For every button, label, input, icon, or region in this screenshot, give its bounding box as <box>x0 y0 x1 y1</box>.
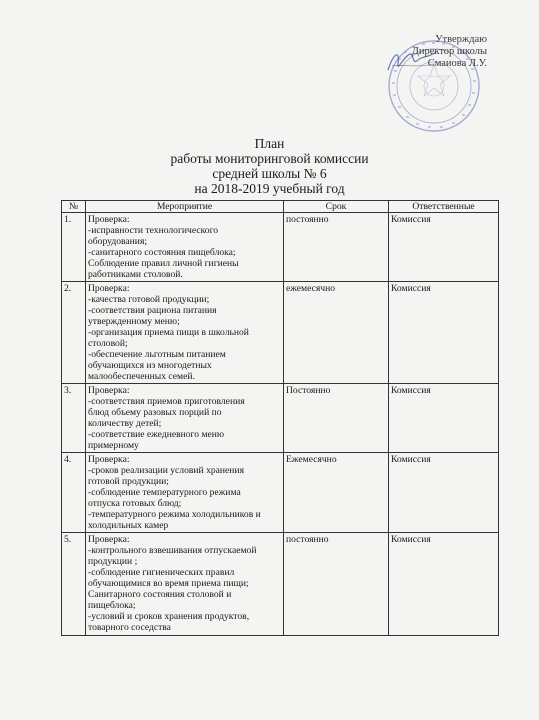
event-line: блюд объему разовых порций по <box>88 407 222 418</box>
table-row <box>62 533 499 636</box>
plan-table <box>61 200 499 636</box>
event-line: -соблюдение температурного режима <box>88 487 241 498</box>
event-line: Проверка: <box>88 283 130 294</box>
title-line: План <box>254 136 285 151</box>
table-header-row <box>62 201 499 213</box>
row-event <box>86 213 284 282</box>
event-line: Санитарного состояния столовой и <box>88 589 232 600</box>
row-responsible: Комиссия <box>389 453 499 533</box>
event-line: оборудования; <box>88 236 148 247</box>
event-line: -соблюдение гигиенических правил <box>88 567 235 578</box>
row-responsible: Комиссия <box>389 213 499 282</box>
event-line: малообеспеченных семей. <box>88 371 195 382</box>
row-event <box>86 533 284 636</box>
event-line: Проверка: <box>88 385 130 396</box>
row-responsible: Комиссия <box>389 282 499 384</box>
table-row <box>62 453 499 533</box>
header-event: Мероприятие <box>86 201 284 213</box>
title-line: работы мониторинговой комиссии <box>170 151 369 166</box>
event-line: Проверка: <box>88 534 130 545</box>
row-event <box>86 453 284 533</box>
row-number: 3. <box>62 384 86 453</box>
event-line: пищеблока; <box>88 600 136 611</box>
event-line: работниками столовой. <box>88 269 183 280</box>
row-event <box>86 282 284 384</box>
header-number: № <box>62 201 86 213</box>
event-line: утвержденному меню; <box>88 316 180 327</box>
document-title <box>0 136 539 196</box>
event-line: количеству детей; <box>88 418 162 429</box>
event-line: товарного соседства <box>88 622 171 633</box>
event-line: -обеспечение льготным питанием <box>88 349 226 360</box>
table-row <box>62 213 499 282</box>
event-line: обучающихся из многодетных <box>88 360 212 371</box>
title-line: средней школы № 6 <box>212 166 327 181</box>
event-line: -условий и сроков хранения продуктов, <box>88 611 250 622</box>
row-term: Ежемесячно <box>284 453 389 533</box>
event-line: -соответствия приемов приготовления <box>88 396 245 407</box>
header-responsible: Ответственные <box>389 201 499 213</box>
row-number: 2. <box>62 282 86 384</box>
event-line: -контрольного взвешивания отпускаемой <box>88 545 257 556</box>
event-line: примерному <box>88 440 139 451</box>
event-line: -температурного режима холодильников и <box>88 509 261 520</box>
header-term: Срок <box>284 201 389 213</box>
event-line: столовой; <box>88 338 128 349</box>
row-number: 4. <box>62 453 86 533</box>
event-line: продукции ; <box>88 556 138 567</box>
event-line: -соответствия рациона питания <box>88 305 217 316</box>
row-term: постоянно <box>284 533 389 636</box>
event-line: холодильных камер <box>88 520 169 531</box>
approval-block <box>412 34 487 70</box>
event-line: -исправности технологического <box>88 225 219 236</box>
row-responsible: Комиссия <box>389 533 499 636</box>
event-line: -качества готовой продукции; <box>88 294 210 305</box>
event-line: -санитарного состояния пищеблока; <box>88 247 236 258</box>
title-line: на 2018-2019 учебный год <box>194 181 345 196</box>
row-responsible: Комиссия <box>389 384 499 453</box>
row-number: 1. <box>62 213 86 282</box>
table-row <box>62 384 499 453</box>
row-event <box>86 384 284 453</box>
approval-line: Директор школы <box>411 46 487 57</box>
row-term: Постоянно <box>284 384 389 453</box>
event-line: -организация приема пищи в школьной <box>88 327 249 338</box>
row-term: постоянно <box>284 213 389 282</box>
event-line: Соблюдение правил личной гигиены <box>88 258 239 269</box>
row-number: 5. <box>62 533 86 636</box>
event-line: обучающимися во время приема пищи; <box>88 578 249 589</box>
approval-line: Утверждаю <box>435 34 487 45</box>
event-line: отпуска готовых блюд; <box>88 498 182 509</box>
row-term: ежемесячно <box>284 282 389 384</box>
event-line: Проверка: <box>88 214 130 225</box>
table-row <box>62 282 499 384</box>
approval-line: Смаиова Л.У. <box>427 58 487 69</box>
event-line: -соответствие ежедневного меню <box>88 429 225 440</box>
event-line: Проверка: <box>88 454 130 465</box>
event-line: -сроков реализации условий хранения <box>88 465 244 476</box>
event-line: готовой продукции; <box>88 476 169 487</box>
